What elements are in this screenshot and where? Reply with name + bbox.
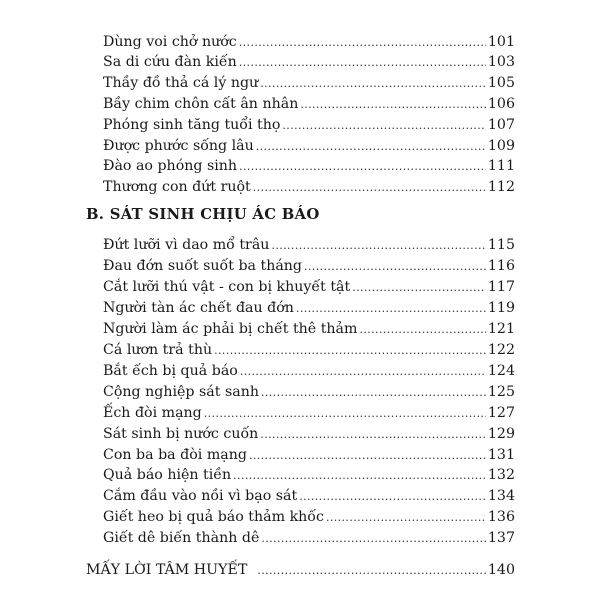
toc-entry xyxy=(103,362,515,381)
dot-leader xyxy=(304,258,486,276)
toc-entry-title: Đứt lưỡi vì dao mổ trâu xyxy=(103,237,270,253)
toc-entry-title: Cắm đầu vào nồi vì bạo sát xyxy=(103,488,298,504)
toc-entry-page: 106 xyxy=(487,96,515,112)
toc-entry xyxy=(103,466,515,485)
dot-leader xyxy=(296,300,486,318)
section-heading: B. SÁT SINH CHỊU ÁC BÁO xyxy=(86,206,320,223)
toc-entry-page: 140 xyxy=(487,562,515,578)
toc-entry-title: Phóng sinh tăng tuổi thọ xyxy=(103,117,281,133)
toc-entry-title: Người làm ác phải bị chết thê thảm xyxy=(103,321,358,337)
toc-entry-page: 131 xyxy=(487,447,515,463)
toc-entry xyxy=(103,383,515,402)
toc-entry xyxy=(103,299,515,318)
dot-leader xyxy=(300,96,486,114)
toc-entry-title: Bắt ếch bị quả báo xyxy=(103,363,238,379)
toc-entry xyxy=(103,33,515,52)
toc-entry-page: 124 xyxy=(487,363,515,379)
toc-entry xyxy=(103,137,515,156)
toc-entry xyxy=(103,95,515,114)
toc-entry-title: Cá lươn trả thù xyxy=(103,342,213,358)
toc-entry-page: 105 xyxy=(487,75,515,91)
toc-entry-page: 129 xyxy=(487,426,515,442)
dot-leader xyxy=(204,405,486,423)
dot-leader xyxy=(239,34,486,52)
toc-entry xyxy=(103,341,515,360)
toc-entry-page: 107 xyxy=(487,117,515,133)
toc-entry-title: Cộng nghiệp sát sanh xyxy=(103,384,259,400)
dot-leader xyxy=(261,530,486,548)
toc-entry xyxy=(103,278,515,297)
toc-entry xyxy=(103,157,515,176)
dot-leader xyxy=(253,179,486,197)
toc-entry-page: 111 xyxy=(487,158,515,174)
toc-entry-page: 112 xyxy=(487,179,515,195)
toc-entry-title: Ếch đòi mạng xyxy=(103,405,202,421)
toc-entry xyxy=(103,320,515,339)
toc-entry-page: 103 xyxy=(487,54,515,70)
dot-leader xyxy=(239,54,486,72)
toc-entry xyxy=(103,74,515,93)
toc-entry-title: Thương con đứt ruột xyxy=(103,179,251,195)
toc-entry-title: Giết dê biến thành dê xyxy=(103,530,260,546)
toc-entry-page: 109 xyxy=(487,138,515,154)
toc-entry xyxy=(103,257,515,276)
dot-leader xyxy=(249,447,486,465)
toc-entry-title: Con ba ba đòi mạng xyxy=(103,447,247,463)
toc-entry xyxy=(103,446,515,465)
toc-entry-title: Dùng voi chở nước xyxy=(103,34,237,50)
toc-entry-title: Người tàn ác chết đau đớn xyxy=(103,300,294,316)
dot-leader xyxy=(240,363,486,381)
toc-entry xyxy=(103,508,515,527)
toc-entry-title: Sa di cứu đàn kiến xyxy=(103,54,237,70)
dot-leader xyxy=(214,342,486,360)
toc-entry-title: Sát sinh bị nước cuốn xyxy=(103,426,259,442)
toc-entry-page: 101 xyxy=(487,34,515,50)
toc-entry-page: 132 xyxy=(487,467,515,483)
dot-leader xyxy=(282,117,486,135)
toc-entry-page: 121 xyxy=(487,321,515,337)
dot-leader xyxy=(257,562,486,580)
toc-entry-title: MẤY LỜI TÂM HUYẾT xyxy=(86,562,248,578)
dot-leader xyxy=(233,467,486,485)
toc-entry xyxy=(103,529,515,548)
toc-closing-entry xyxy=(86,561,515,580)
toc-entry-title: Được phước sống lâu xyxy=(103,138,254,154)
dot-leader xyxy=(299,488,486,506)
dot-leader xyxy=(271,237,485,255)
toc-entry xyxy=(103,178,515,197)
dot-leader xyxy=(326,509,486,527)
toc-entry xyxy=(103,236,515,255)
toc-entry-title: Quả báo hiện tiền xyxy=(103,467,232,483)
toc-entry-title: Bầy chim chôn cất ân nhân xyxy=(103,96,299,112)
dot-leader xyxy=(359,321,485,339)
toc-entry-page: 127 xyxy=(487,405,515,421)
dot-leader xyxy=(260,426,486,444)
toc-entry xyxy=(103,116,515,135)
toc-entry-title: Thầy đồ thả cá lý ngư xyxy=(103,75,259,91)
toc-entry-page: 116 xyxy=(487,258,515,274)
toc-entry-page: 115 xyxy=(487,237,515,253)
toc-entry-page: 122 xyxy=(487,342,515,358)
dot-leader xyxy=(239,158,486,176)
toc-entry-page: 117 xyxy=(487,279,515,295)
toc-entry-title: Cắt lưỡi thú vật - con bị khuyết tật xyxy=(103,279,351,295)
toc-entry xyxy=(103,404,515,423)
toc-entry-title: Đào ao phóng sinh xyxy=(103,158,238,174)
toc-entry-page: 125 xyxy=(487,384,515,400)
toc-entry xyxy=(103,487,515,506)
toc-entry-title: Giết heo bị quả báo thảm khốc xyxy=(103,509,324,525)
dot-leader xyxy=(352,279,486,297)
toc-entry xyxy=(103,53,515,72)
toc-entry-page: 137 xyxy=(487,530,515,546)
dot-leader xyxy=(260,75,486,93)
dot-leader xyxy=(256,138,486,156)
dot-leader xyxy=(261,384,486,402)
toc-entry xyxy=(103,425,515,444)
toc-entry-page: 119 xyxy=(487,300,515,316)
toc-entry-title: Đau đớn suốt suốt ba tháng xyxy=(103,258,303,274)
toc-entry-page: 134 xyxy=(487,488,515,504)
toc-entry-page: 136 xyxy=(487,509,515,525)
